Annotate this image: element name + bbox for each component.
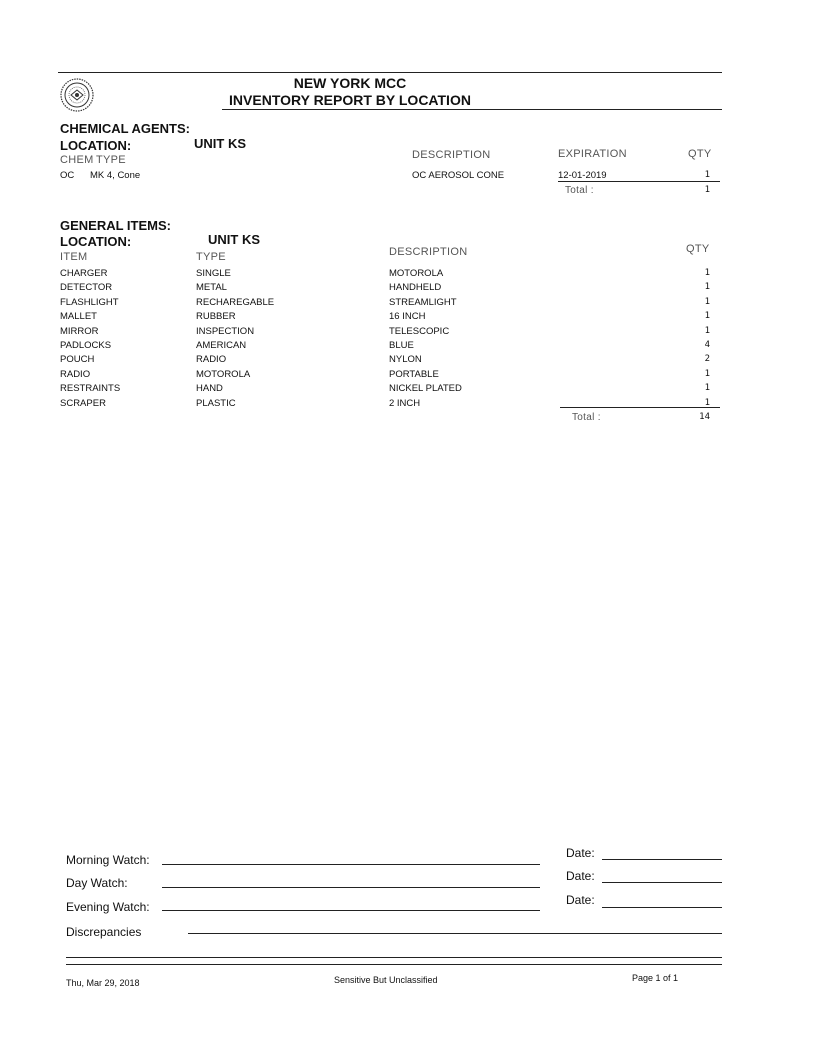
qty-cell: 1 xyxy=(704,296,710,307)
col-header-expiration: EXPIRATION xyxy=(558,148,627,160)
chemical-total-label: Total : xyxy=(565,185,594,196)
table-row xyxy=(0,369,817,383)
qty-cell: 1 xyxy=(704,368,710,379)
item-cell: POUCH xyxy=(60,354,95,366)
item-cell: CHARGER xyxy=(60,268,108,279)
general-section-label: GENERAL ITEMS: xyxy=(60,218,171,233)
qty-cell: 1 xyxy=(704,268,710,278)
footer-classification: Sensitive But Unclassified xyxy=(334,975,438,985)
qty-cell: 1 xyxy=(704,325,710,336)
table-row xyxy=(0,398,817,412)
col-header-description: DESCRIPTION xyxy=(412,149,491,161)
general-location-label: LOCATION: xyxy=(60,234,132,249)
table-row xyxy=(0,268,817,282)
description-cell: STREAMLIGHT xyxy=(389,296,457,308)
type-cell: AMERICAN xyxy=(196,340,247,351)
qty-cell: 1 xyxy=(704,383,710,394)
type-cell: RECHAREGABLE xyxy=(196,296,275,308)
item-cell: RADIO xyxy=(60,368,91,380)
item-cell: MIRROR xyxy=(60,325,99,337)
morning-watch-signature-line[interactable] xyxy=(162,864,540,865)
col-header-description: DESCRIPTION xyxy=(389,246,468,258)
description-cell: TELESCOPIC xyxy=(389,325,450,337)
chemical-section-label: CHEMICAL AGENTS: xyxy=(60,121,190,136)
qty-cell: 1 xyxy=(704,282,710,293)
morning-date-line[interactable] xyxy=(602,859,722,860)
description-cell: PORTABLE xyxy=(389,368,439,380)
type-cell: MK 4, Cone xyxy=(90,170,141,181)
item-cell: RESTRAINTS xyxy=(60,383,121,395)
col-header-type: TYPE xyxy=(96,154,126,166)
evening-watch-label: Evening Watch: xyxy=(66,900,150,914)
footer-rule xyxy=(66,964,722,965)
description-cell: HANDHELD xyxy=(389,282,442,294)
table-row xyxy=(0,297,817,311)
col-header-item: ITEM xyxy=(60,251,88,263)
type-cell: SINGLE xyxy=(196,268,231,279)
table-row xyxy=(0,383,817,397)
table-row xyxy=(0,354,817,368)
discrepancies-label: Discrepancies xyxy=(66,925,142,939)
chemical-location-value: UNIT KS xyxy=(194,136,246,151)
general-location-value: UNIT KS xyxy=(208,232,260,247)
description-cell: 16 INCH xyxy=(389,311,426,323)
type-cell: MOTOROLA xyxy=(196,368,251,380)
type-cell: INSPECTION xyxy=(196,325,255,337)
table-row xyxy=(0,340,817,354)
table-row xyxy=(0,282,817,296)
col-header-qty: QTY xyxy=(686,243,710,255)
chem-cell: OC xyxy=(60,170,75,181)
description-cell: NYLON xyxy=(389,354,422,366)
col-header-chem: CHEM xyxy=(60,154,94,166)
table-row xyxy=(0,326,817,340)
morning-watch-label: Morning Watch: xyxy=(66,853,150,867)
expiration-cell: 12-01-2019 xyxy=(558,170,607,181)
item-cell: MALLET xyxy=(60,311,97,323)
header-bottom-rule xyxy=(222,109,722,110)
description-cell: MOTOROLA xyxy=(389,268,444,279)
evening-date-line[interactable] xyxy=(602,907,722,908)
day-date-line[interactable] xyxy=(602,882,722,883)
qty-cell: 1 xyxy=(704,311,710,322)
report-title: INVENTORY REPORT BY LOCATION xyxy=(229,92,471,108)
header-top-rule xyxy=(58,72,722,73)
qty-cell: 4 xyxy=(704,340,710,350)
description-cell: OC AEROSOL CONE xyxy=(412,170,505,181)
col-header-qty: QTY xyxy=(688,148,712,160)
evening-watch-signature-line[interactable] xyxy=(162,910,540,911)
table-row xyxy=(0,311,817,325)
discrepancies-line[interactable] xyxy=(188,933,722,934)
discrepancies-line-2[interactable] xyxy=(66,957,722,958)
general-total-value: 14 xyxy=(699,412,710,422)
item-cell: DETECTOR xyxy=(60,282,113,294)
qty-cell: 2 xyxy=(704,354,710,365)
day-watch-label: Day Watch: xyxy=(66,876,128,890)
chemical-total-value: 1 xyxy=(704,185,710,195)
day-date-label: Date: xyxy=(566,869,595,883)
day-watch-signature-line[interactable] xyxy=(162,887,540,888)
general-total-label: Total : xyxy=(572,412,601,423)
footer-date: Thu, Mar 29, 2018 xyxy=(66,978,140,988)
org-title: NEW YORK MCC xyxy=(293,75,407,91)
qty-cell: 1 xyxy=(704,170,710,180)
col-header-type: TYPE xyxy=(196,251,226,263)
type-cell: RADIO xyxy=(196,354,227,366)
chemical-total-rule xyxy=(558,181,720,182)
description-cell: NICKEL PLATED xyxy=(389,383,462,395)
footer-page-number: Page 1 of 1 xyxy=(632,973,679,983)
qty-cell: 1 xyxy=(704,397,710,408)
agency-seal-icon xyxy=(60,78,94,112)
item-cell: FLASHLIGHT xyxy=(60,296,119,308)
morning-date-label: Date: xyxy=(566,846,595,860)
chemical-location-label: LOCATION: xyxy=(60,138,132,153)
type-cell: PLASTIC xyxy=(196,397,236,409)
general-total-rule xyxy=(560,407,720,408)
description-cell: 2 INCH xyxy=(389,397,421,409)
type-cell: METAL xyxy=(196,282,227,294)
item-cell: SCRAPER xyxy=(60,397,106,409)
type-cell: HAND xyxy=(196,383,223,395)
type-cell: RUBBER xyxy=(196,311,236,323)
description-cell: BLUE xyxy=(389,340,414,351)
item-cell: PADLOCKS xyxy=(60,340,112,351)
evening-date-label: Date: xyxy=(566,893,595,907)
